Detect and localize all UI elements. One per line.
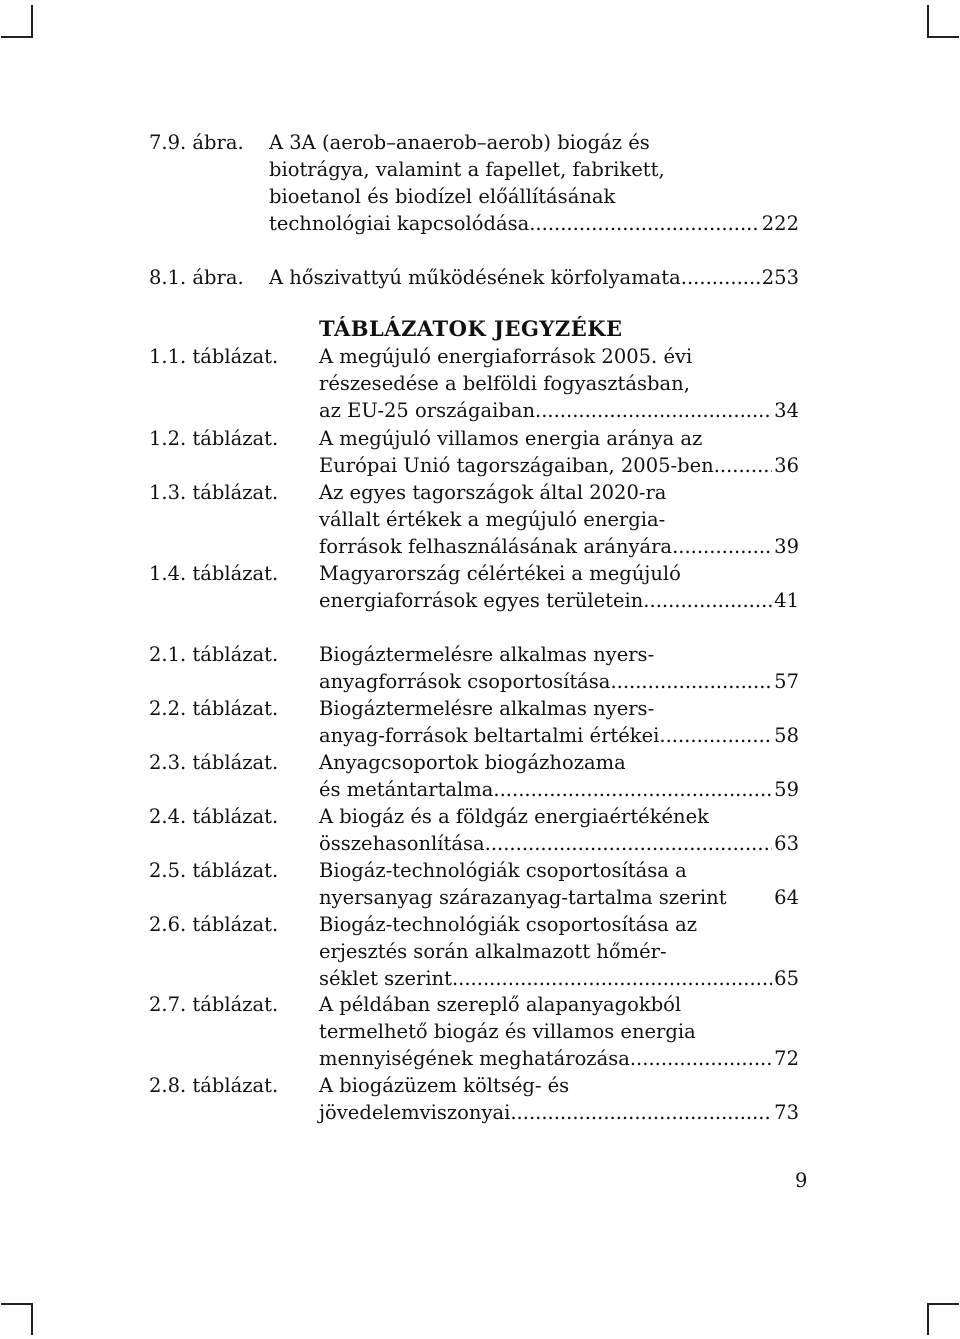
entry-title-line: Biogáztermelésre alkalmas nyers- — [319, 697, 655, 720]
entry-title-line: A 3A (aerob–anaerob–aerob) biogáz és — [269, 131, 650, 154]
entry-number: 1.3. táblázat. — [149, 481, 279, 504]
entry-page[interactable]: 39 — [774, 535, 799, 558]
entry-page[interactable]: 222 — [761, 212, 799, 235]
entry-number: 2.6. táblázat. — [149, 913, 279, 936]
entry-page[interactable]: 253 — [761, 266, 799, 289]
entry-title-line: séklet szerint — [319, 967, 452, 990]
entry-last-line — [319, 397, 799, 424]
dot-leader — [659, 722, 772, 749]
entry-page[interactable]: 65 — [774, 967, 799, 990]
toc-entry-table[interactable] — [149, 479, 799, 560]
crop-mark-top-right — [927, 5, 929, 37]
dot-leader — [485, 830, 773, 857]
entry-page[interactable]: 36 — [774, 454, 799, 477]
toc-entry-table[interactable] — [149, 911, 799, 992]
entry-title-line: A megújuló villamos energia aránya az — [319, 427, 703, 450]
section-title: TÁBLÁZATOK JEGYZÉKE — [319, 316, 623, 341]
entry-page[interactable]: 63 — [774, 832, 799, 855]
entry-title-line: mennyiségének meghatározása — [319, 1047, 630, 1070]
entry-last-line — [319, 884, 799, 911]
entry-last-line — [319, 533, 799, 560]
entry-title-line: Biogáz-technológiák csoportosítása az — [319, 913, 697, 936]
entry-title-line: részesedése a belföldi fogyasztásban, — [319, 372, 690, 395]
entry-number: 1.1. táblázat. — [149, 345, 279, 368]
entry-last-line — [319, 1099, 799, 1126]
entry-title-line: bioetanol és biodízel előállításának — [269, 185, 616, 208]
entry-last-line — [319, 668, 799, 695]
entry-last-line — [319, 1045, 799, 1072]
crop-mark-top-right — [927, 36, 959, 38]
toc-entry-table[interactable] — [149, 1072, 799, 1126]
entry-title-line: Magyarország célértékei a megújuló — [319, 562, 681, 585]
entry-title-line: A biogáz és a földgáz energiaértékének — [319, 805, 709, 828]
dot-leader — [610, 668, 772, 695]
entry-page[interactable]: 34 — [774, 399, 799, 422]
dot-leader — [452, 965, 772, 992]
entry-page[interactable]: 64 — [774, 886, 799, 909]
toc-entry-table[interactable] — [149, 641, 799, 695]
entry-number: 1.4. táblázat. — [149, 562, 279, 585]
toc-entry-table[interactable] — [149, 749, 799, 803]
entry-page[interactable]: 41 — [774, 589, 799, 612]
entry-number: 2.8. táblázat. — [149, 1074, 279, 1097]
entry-title-line: jövedelemviszonyai — [319, 1101, 511, 1124]
entry-last-line — [319, 722, 799, 749]
dot-leader — [643, 587, 772, 614]
entry-number: 2.2. táblázat. — [149, 697, 279, 720]
toc-entry-table[interactable] — [149, 560, 799, 614]
entry-title-line: Biogáztermelésre alkalmas nyers- — [319, 643, 655, 666]
crop-mark-bottom-right — [927, 1303, 929, 1335]
toc-entry-table[interactable] — [149, 695, 799, 749]
crop-mark-bottom-right — [927, 1303, 959, 1305]
toc-entry-table[interactable] — [149, 803, 799, 857]
entry-number: 2.7. táblázat. — [149, 993, 279, 1016]
crop-mark-bottom-left — [1, 1303, 33, 1305]
entry-last-line — [269, 210, 799, 237]
entry-title-line: anyagforrások csoportosítása — [319, 670, 611, 693]
entry-title-line: A példában szereplő alapanyagokból — [319, 993, 682, 1016]
entry-last-line — [319, 587, 799, 614]
entry-title-line: Biogáz-technológiák csoportosítása a — [319, 859, 687, 882]
crop-mark-top-left — [31, 5, 33, 37]
dot-leader — [535, 397, 772, 424]
entry-title-line: Európai Unió tagországaiban, 2005-ben — [319, 454, 714, 477]
entry-page[interactable]: 73 — [774, 1101, 799, 1124]
entry-number: 2.5. táblázat. — [149, 859, 279, 882]
entry-title-line: anyag-források beltartalmi értékei — [319, 724, 660, 747]
entry-last-line — [319, 830, 799, 857]
dot-leader — [510, 1099, 772, 1126]
dot-leader — [493, 776, 772, 803]
entry-title-line: erjesztés során alkalmazott hőmér- — [319, 940, 667, 963]
entry-page[interactable]: 58 — [774, 724, 799, 747]
entry-title-line: Anyagcsoportok biogázhozama — [319, 751, 626, 774]
dot-leader — [681, 264, 760, 291]
entry-title-line: vállalt értékek a megújuló energia- — [319, 508, 666, 531]
entry-title-line: technológiai kapcsolódása — [269, 212, 530, 235]
entry-number: 2.4. táblázat. — [149, 805, 279, 828]
entry-last-line — [269, 264, 799, 291]
entry-page[interactable]: 57 — [774, 670, 799, 693]
crop-mark-top-left — [1, 36, 33, 38]
entry-title-line: termelhető biogáz és villamos energia — [319, 1020, 696, 1043]
dot-leader — [630, 1045, 772, 1072]
entry-title-line: nyersanyag szárazanyag-tartalma szerint — [319, 886, 727, 909]
entry-title-line: az EU-25 országaiban — [319, 399, 536, 422]
entry-last-line — [319, 776, 799, 803]
entry-title-line: összehasonlítása — [319, 832, 485, 855]
entry-page[interactable]: 59 — [774, 778, 799, 801]
entry-title-line: A megújuló energiaforrások 2005. évi — [319, 345, 693, 368]
entry-title-line: Az egyes tagországok által 2020-ra — [319, 481, 667, 504]
entry-title-line: A biogázüzem költség- és — [319, 1074, 570, 1097]
entry-number: 2.1. táblázat. — [149, 643, 279, 666]
toc-entry-table[interactable] — [149, 991, 799, 1072]
entry-last-line — [319, 452, 799, 479]
toc-entry-figure[interactable] — [149, 129, 799, 237]
toc-entry-table[interactable] — [149, 343, 799, 424]
entry-number: 2.3. táblázat. — [149, 751, 279, 774]
dot-leader — [714, 452, 772, 479]
dot-leader — [672, 533, 772, 560]
entry-title-line: A hőszivattyú működésének körfolyamata — [269, 266, 681, 289]
entry-title-line: és metántartalma — [319, 778, 494, 801]
entry-number: 7.9. ábra. — [149, 131, 244, 154]
dot-leader — [529, 210, 760, 237]
toc-entry-table[interactable] — [149, 857, 799, 911]
toc-entry-table[interactable] — [149, 425, 799, 479]
page-number: 9 — [795, 1169, 808, 1192]
entry-title-line: energiaforrások egyes területein — [319, 589, 644, 612]
entry-number: 1.2. táblázat. — [149, 427, 279, 450]
entry-title-line: források felhasználásának arányára — [319, 535, 673, 558]
toc-entry-figure[interactable] — [149, 264, 799, 291]
entry-number: 8.1. ábra. — [149, 266, 244, 289]
entry-last-line — [319, 965, 799, 992]
entry-page[interactable]: 72 — [774, 1047, 799, 1070]
entry-title-line: biotrágya, valamint a fapellet, fabrikett, — [269, 158, 665, 181]
crop-mark-bottom-left — [31, 1303, 33, 1335]
